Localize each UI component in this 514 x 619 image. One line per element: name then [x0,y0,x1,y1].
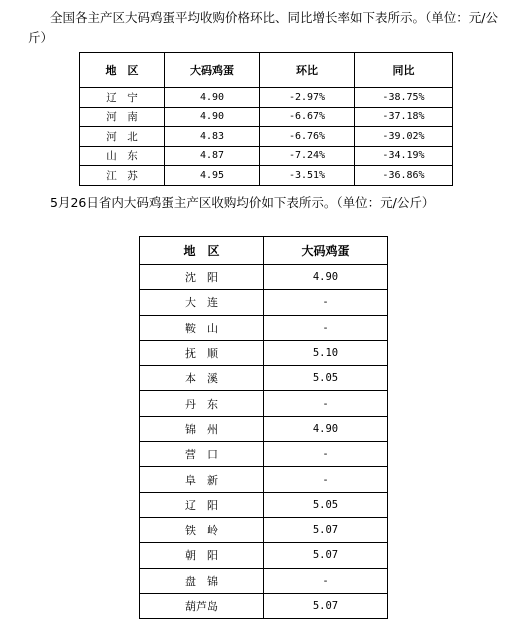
table-row [140,467,388,492]
cell-region: 盘 锦 [140,568,264,593]
cell-region: 河 北 [80,127,165,147]
table-header-row [140,237,388,265]
cell-region: 锦 州 [140,416,264,441]
intro-paragraph-province: 5月26日省内大码鸡蛋主产区收购均价如下表所示。（单位：元/公斤） [50,195,435,210]
col-header-large-egg: 大码鸡蛋 [264,237,388,265]
cell-region: 辽 阳 [140,492,264,517]
cell-yoy-change: -34.19% [355,146,453,166]
col-header-yoy: 同比 [355,53,453,88]
cell-region: 大 连 [140,290,264,315]
table-row [80,88,453,108]
cell-large-egg-price: - [264,391,388,416]
table-row [140,366,388,391]
table-row [140,543,388,568]
cell-mom-change: -3.51% [260,166,355,186]
intro-paragraph-national: 全国各主产区大码鸡蛋平均收购价格环比、同比增长率如下表所示。（单位：元/公斤） [28,10,498,45]
cell-mom-change: -6.67% [260,107,355,127]
table-row [140,568,388,593]
cell-large-egg-price: - [264,467,388,492]
cell-region: 葫芦岛 [140,593,264,618]
cell-large-egg-price: - [264,290,388,315]
col-header-region: 地 区 [140,237,264,265]
cell-region: 辽 宁 [80,88,165,108]
table-row [140,492,388,517]
col-header-large-egg: 大码鸡蛋 [165,53,260,88]
cell-large-egg-price: 4.83 [165,127,260,147]
table-row [80,166,453,186]
table-row [140,265,388,290]
cell-region: 河 南 [80,107,165,127]
table-row [80,127,453,147]
table-header-row [80,53,453,88]
table-row [140,391,388,416]
cell-large-egg-price: - [264,442,388,467]
cell-region: 抚 顺 [140,340,264,365]
cell-large-egg-price: 5.07 [264,517,388,542]
cell-mom-change: -7.24% [260,146,355,166]
cell-large-egg-price: 5.10 [264,340,388,365]
cell-yoy-change: -37.18% [355,107,453,127]
cell-large-egg-price: 4.95 [165,166,260,186]
cell-region: 阜 新 [140,467,264,492]
cell-mom-change: -2.97% [260,88,355,108]
col-header-mom: 环比 [260,53,355,88]
cell-large-egg-price: 4.90 [264,416,388,441]
table-row [80,107,453,127]
cell-large-egg-price: 4.90 [165,88,260,108]
cell-large-egg-price: - [264,315,388,340]
cell-large-egg-price: 5.07 [264,543,388,568]
cell-region: 朝 阳 [140,543,264,568]
col-header-region: 地 区 [80,53,165,88]
table-row [140,290,388,315]
cell-region: 本 溪 [140,366,264,391]
cell-region: 营 口 [140,442,264,467]
table-row [140,340,388,365]
table-row [140,315,388,340]
cell-region: 江 苏 [80,166,165,186]
cell-yoy-change: -36.86% [355,166,453,186]
cell-large-egg-price: 5.05 [264,366,388,391]
table-row [140,416,388,441]
cell-large-egg-price: 4.87 [165,146,260,166]
table-row [140,517,388,542]
cell-large-egg-price: 4.90 [264,265,388,290]
national-price-table [79,52,453,186]
cell-region: 鞍 山 [140,315,264,340]
cell-yoy-change: -38.75% [355,88,453,108]
cell-large-egg-price: - [264,568,388,593]
table-row [80,146,453,166]
cell-region: 山 东 [80,146,165,166]
cell-region: 沈 阳 [140,265,264,290]
cell-region: 丹 东 [140,391,264,416]
province-price-table [139,236,388,619]
cell-region: 铁 岭 [140,517,264,542]
cell-large-egg-price: 5.05 [264,492,388,517]
cell-large-egg-price: 5.07 [264,593,388,618]
cell-mom-change: -6.76% [260,127,355,147]
cell-yoy-change: -39.02% [355,127,453,147]
table-row [140,442,388,467]
cell-large-egg-price: 4.90 [165,107,260,127]
